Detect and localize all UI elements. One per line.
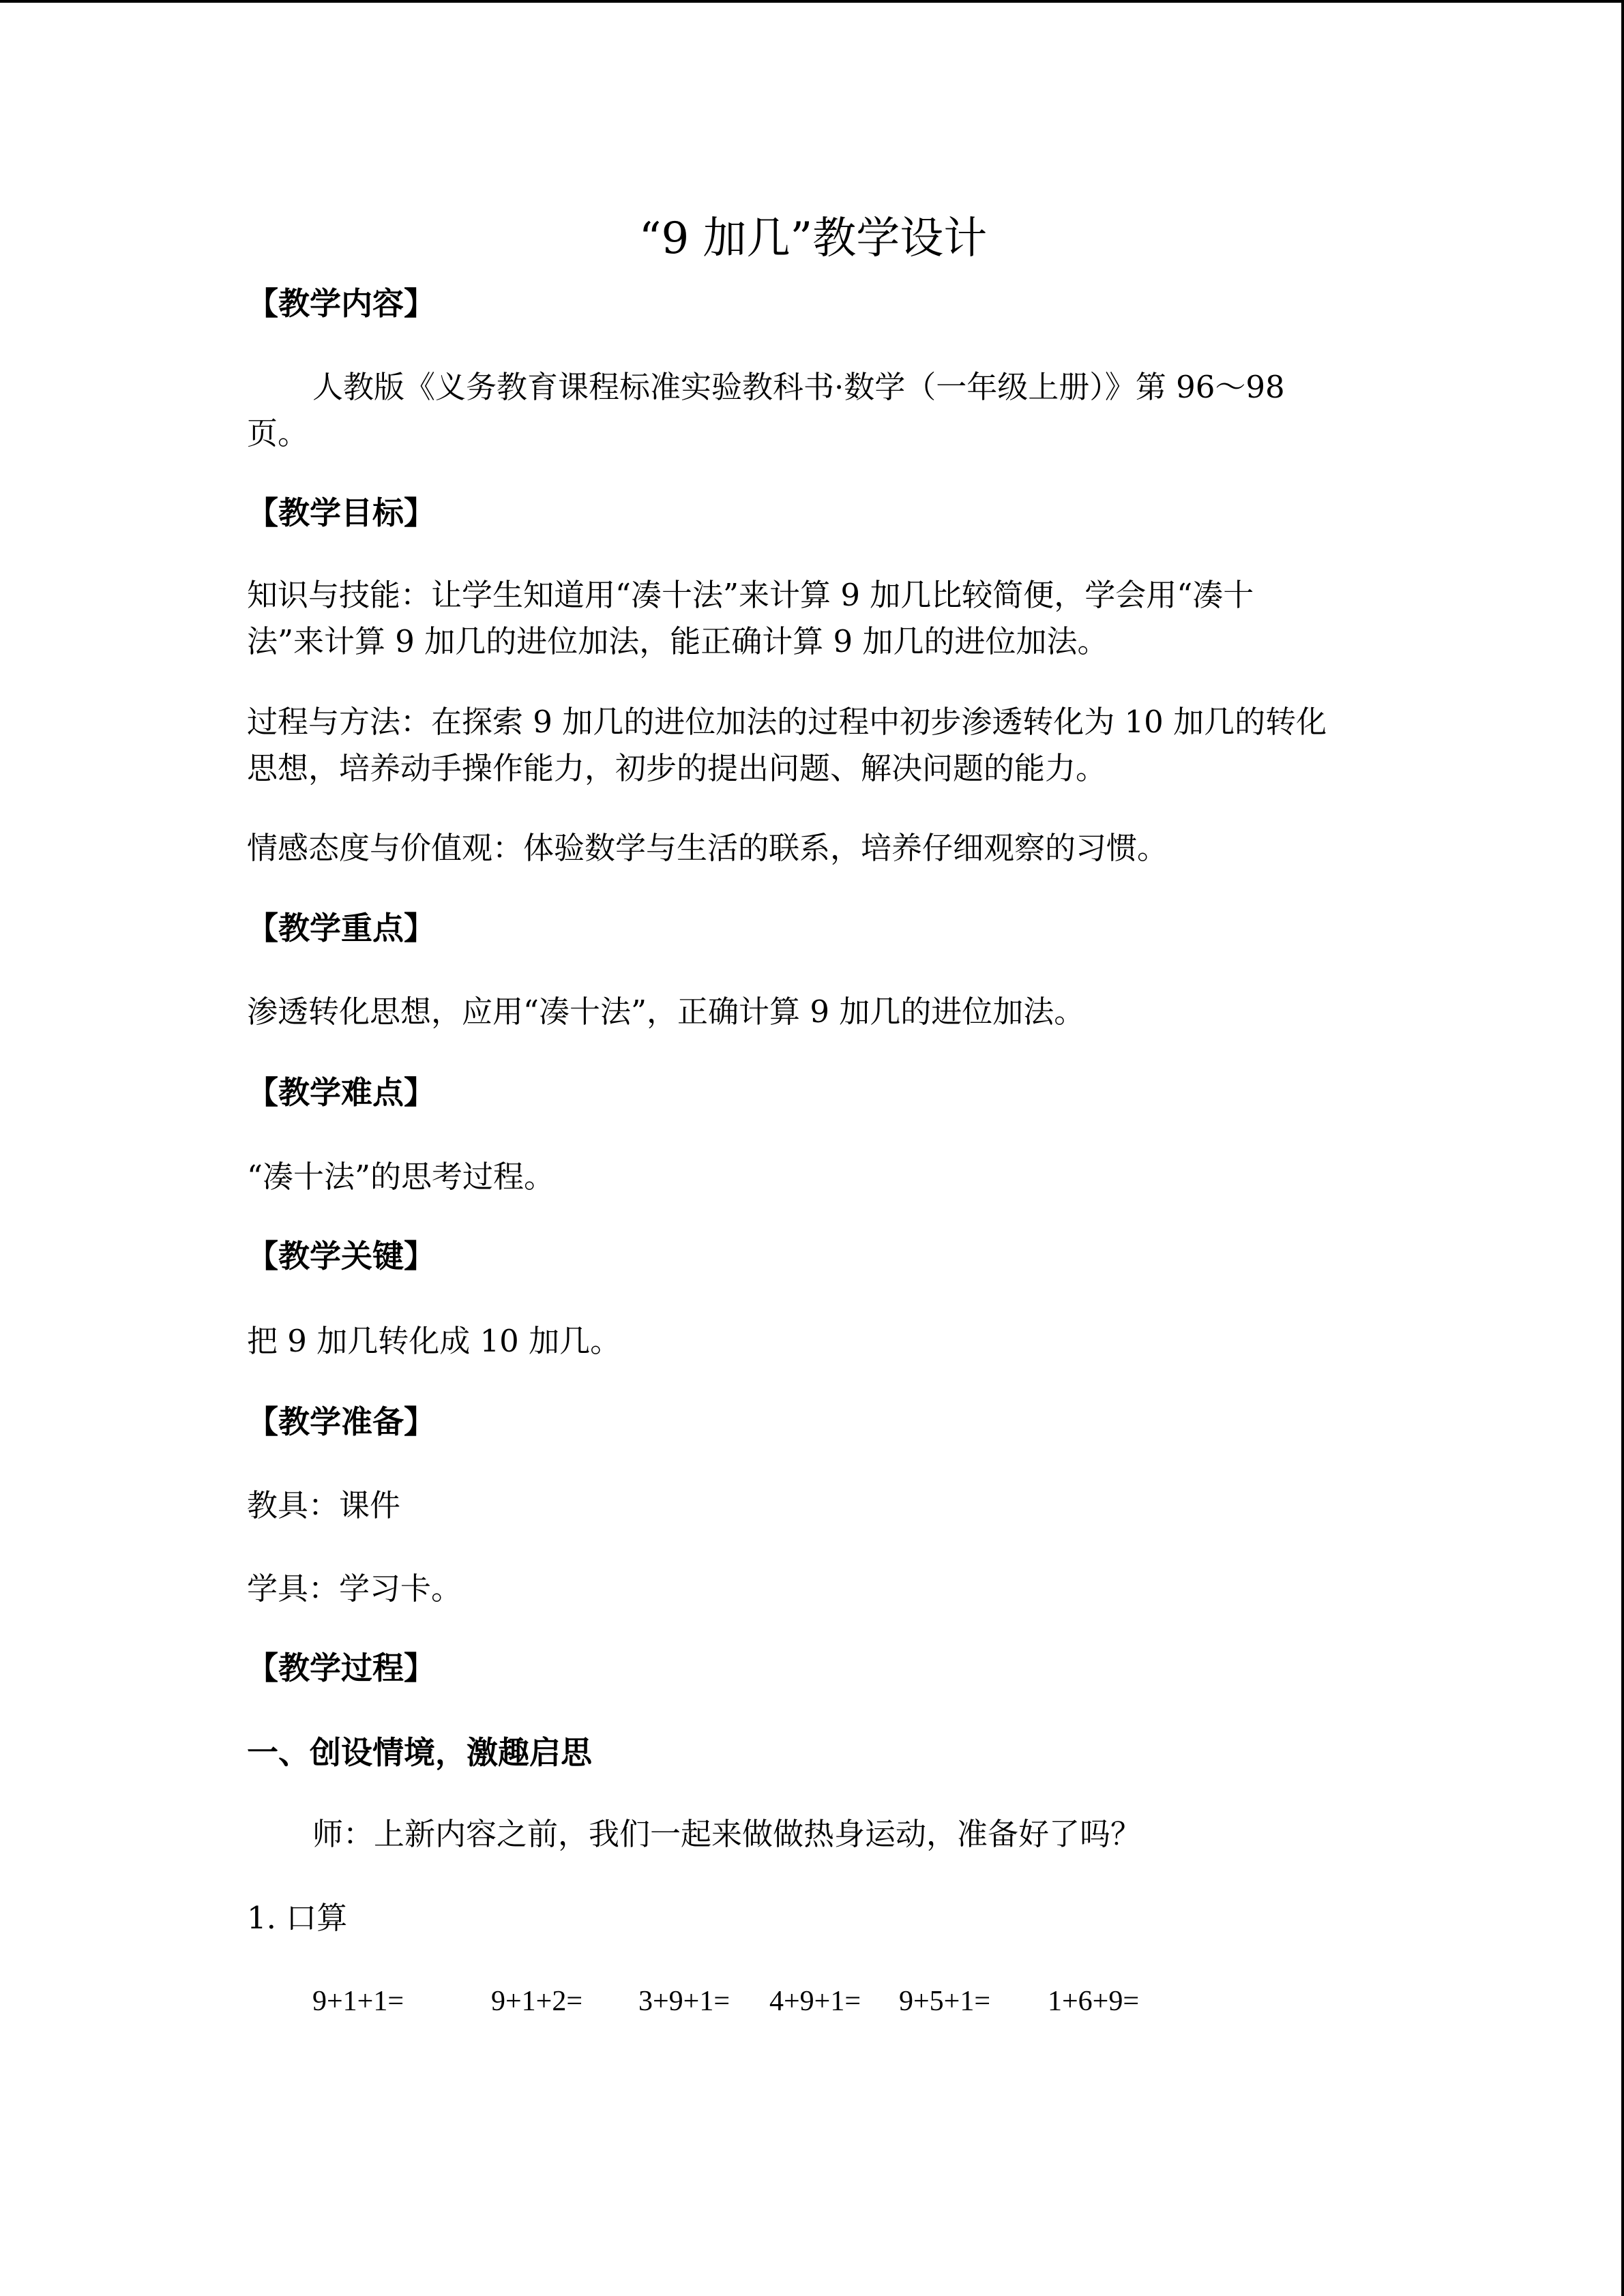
step-1-teacher-line: 师：上新内容之前，我们一起来做做热身运动，准备好了吗？: [312, 1816, 1142, 1852]
heading-key-point: 【教学重点】: [247, 910, 435, 946]
step-1-heading: 一、创设情境，激趣启思: [247, 1734, 592, 1771]
key-point-text: 渗透转化思想，应用“凑十法”，正确计算 9 加几的进位加法。: [247, 994, 1085, 1030]
heading-difficulty: 【教学难点】: [247, 1074, 435, 1111]
content-line-2: 页。: [247, 415, 309, 451]
goal-attitude: 情感态度与价值观：体验数学与生活的联系，培养仔细观察的习惯。: [247, 830, 1168, 866]
page-top-border: [0, 0, 1624, 3]
prep-student-tools: 学具：学习卡。: [247, 1570, 462, 1607]
equation-item: 1+6+9=: [1048, 1986, 1140, 2017]
heading-preparation: 【教学准备】: [247, 1403, 435, 1440]
equation-item: 9+1+1=: [312, 1986, 404, 2017]
content-line-1: 人教版《义务教育课程标准实验教科书·数学（一年级上册）》第 96～98: [312, 369, 1285, 405]
equation-item: 4+9+1=: [769, 1986, 861, 2017]
prep-teacher-tools: 教具：课件: [247, 1487, 401, 1523]
equation-item: 9+5+1=: [899, 1986, 991, 2017]
difficulty-text: “凑十法”的思考过程。: [247, 1159, 555, 1195]
heading-crux: 【教学关键】: [247, 1238, 435, 1274]
goal-knowledge-line-1: 知识与技能：让学生知道用“凑十法”来计算 9 加几比较简便，学会用“凑十: [247, 577, 1254, 613]
equation-item: 3+9+1=: [638, 1986, 730, 2017]
goal-process-line-2: 思想，培养动手操作能力，初步的提出问题、解决问题的能力。: [247, 750, 1107, 786]
document-title: “9 加几”教学设计: [638, 213, 988, 264]
heading-teaching-goals: 【教学目标】: [247, 494, 435, 531]
heading-teaching-content: 【教学内容】: [247, 285, 435, 322]
page-right-border: [1621, 0, 1624, 2296]
equation-item: 9+1+2=: [491, 1986, 583, 2017]
heading-process: 【教学过程】: [247, 1650, 435, 1686]
goal-process-line-1: 过程与方法：在探索 9 加几的进位加法的过程中初步渗透转化为 10 加几的转化: [247, 704, 1327, 740]
crux-text: 把 9 加几转化成 10 加几。: [247, 1323, 621, 1359]
goal-knowledge-line-2: 法”来计算 9 加几的进位加法，能正确计算 9 加几的进位加法。: [247, 623, 1108, 659]
oral-calc-heading: 1. 口算: [247, 1900, 348, 1936]
